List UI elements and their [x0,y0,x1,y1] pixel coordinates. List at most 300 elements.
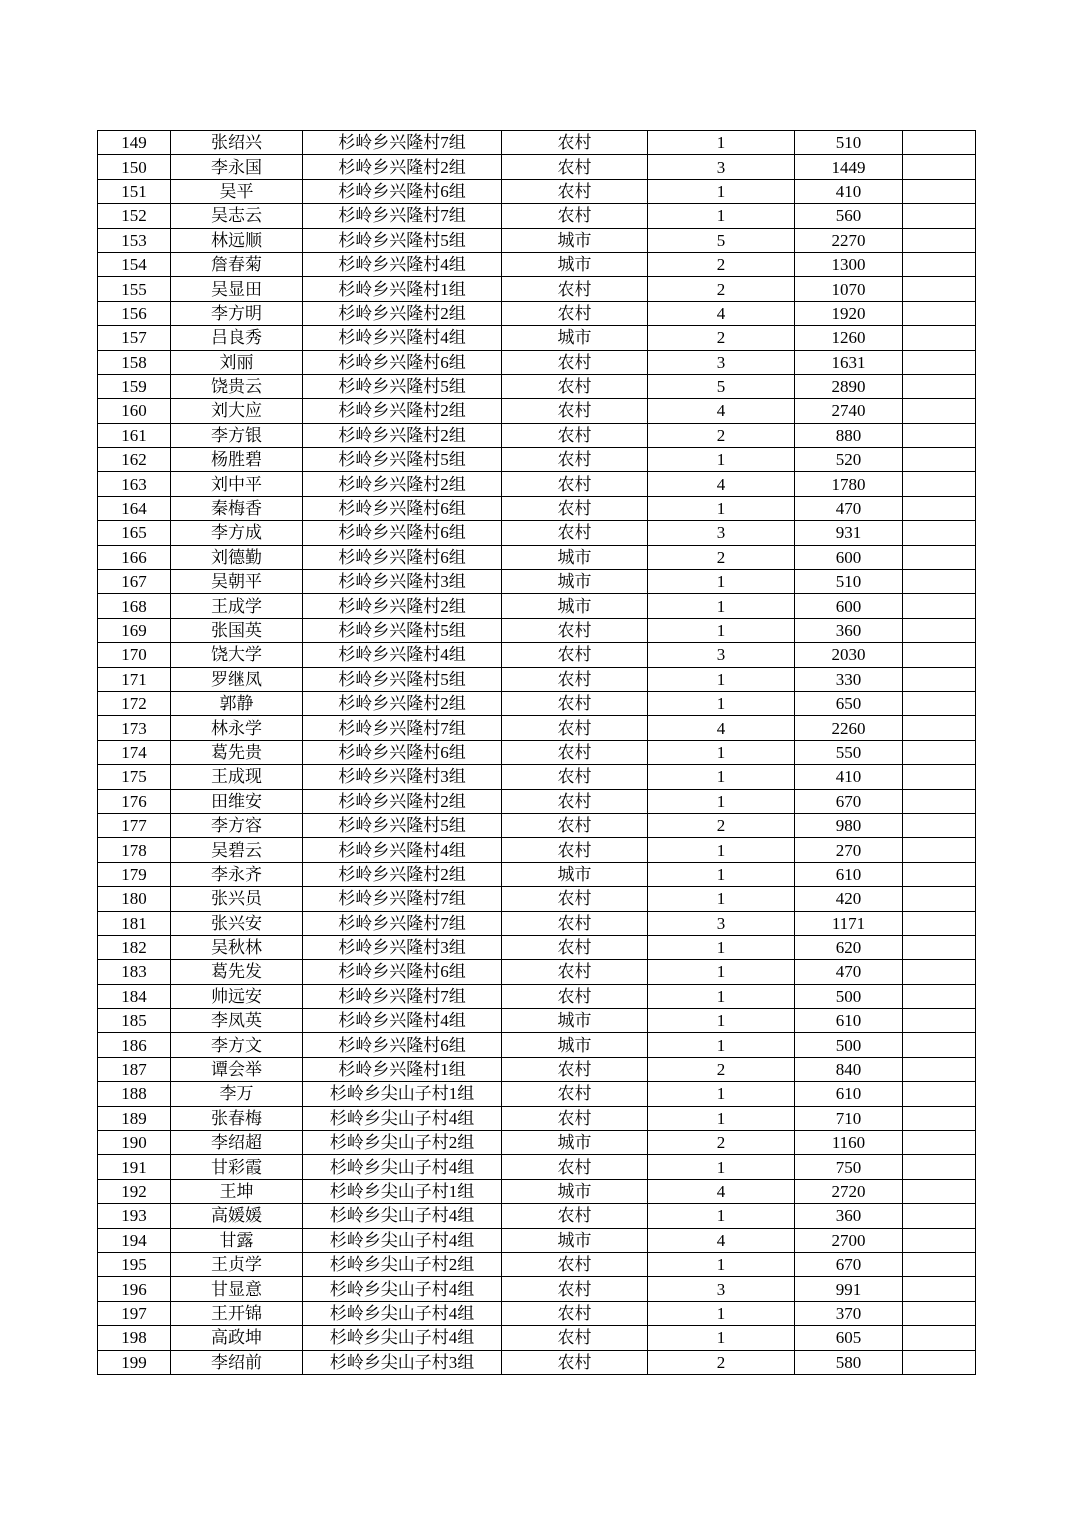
table-row [98,1057,976,1081]
household-count-cell: 1 [648,862,795,886]
household-count-cell: 1 [648,179,795,203]
name-cell: 李绍超 [171,1131,303,1155]
table-row [98,155,976,179]
address-cell: 杉岭乡兴隆村3组 [303,570,502,594]
row-number-cell: 189 [98,1106,171,1130]
area-type-cell: 农村 [502,1057,648,1081]
remark-cell [903,350,976,374]
address-cell: 杉岭乡兴隆村5组 [303,813,502,837]
household-count-cell: 5 [648,228,795,252]
remark-cell [903,1350,976,1374]
table-row [98,789,976,813]
area-type-cell: 农村 [502,813,648,837]
remark-cell [903,1277,976,1301]
row-number-cell: 187 [98,1057,171,1081]
name-cell: 张绍兴 [171,131,303,155]
amount-cell: 610 [795,1082,903,1106]
remark-cell [903,228,976,252]
household-count-cell: 1 [648,1082,795,1106]
address-cell: 杉岭乡兴隆村5组 [303,374,502,398]
row-number-cell: 168 [98,594,171,618]
amount-cell: 980 [795,813,903,837]
remark-cell [903,838,976,862]
amount-cell: 605 [795,1326,903,1350]
amount-cell: 650 [795,691,903,715]
remark-cell [903,960,976,984]
amount-cell: 710 [795,1106,903,1130]
name-cell: 刘德勤 [171,545,303,569]
table-row [98,521,976,545]
address-cell: 杉岭乡兴隆村2组 [303,301,502,325]
remark-cell [903,643,976,667]
table-row [98,1301,976,1325]
row-number-cell: 182 [98,935,171,959]
address-cell: 杉岭乡尖山子村4组 [303,1155,502,1179]
row-number-cell: 195 [98,1252,171,1276]
remark-cell [903,399,976,423]
amount-cell: 520 [795,448,903,472]
area-type-cell: 农村 [502,179,648,203]
remark-cell [903,448,976,472]
amount-cell: 1070 [795,277,903,301]
amount-cell: 1449 [795,155,903,179]
table-row [98,350,976,374]
row-number-cell: 190 [98,1131,171,1155]
table-row [98,496,976,520]
amount-cell: 330 [795,667,903,691]
remark-cell [903,570,976,594]
household-count-cell: 4 [648,472,795,496]
row-number-cell: 159 [98,374,171,398]
household-count-cell: 1 [648,1106,795,1130]
row-number-cell: 192 [98,1179,171,1203]
name-cell: 田维安 [171,789,303,813]
household-count-cell: 1 [648,1252,795,1276]
remark-cell [903,252,976,276]
household-count-cell: 4 [648,399,795,423]
table-row [98,1326,976,1350]
household-count-cell: 4 [648,1179,795,1203]
name-cell: 李方银 [171,423,303,447]
amount-cell: 510 [795,570,903,594]
amount-cell: 470 [795,496,903,520]
area-type-cell: 城市 [502,594,648,618]
address-cell: 杉岭乡兴隆村7组 [303,911,502,935]
table-row [98,1277,976,1301]
table-row [98,399,976,423]
table-row [98,448,976,472]
remark-cell [903,131,976,155]
address-cell: 杉岭乡兴隆村4组 [303,643,502,667]
name-cell: 刘中平 [171,472,303,496]
row-number-cell: 193 [98,1204,171,1228]
household-count-cell: 3 [648,1277,795,1301]
address-cell: 杉岭乡尖山子村4组 [303,1326,502,1350]
address-cell: 杉岭乡尖山子村3组 [303,1350,502,1374]
area-type-cell: 农村 [502,911,648,935]
household-count-cell: 1 [648,1155,795,1179]
amount-cell: 2720 [795,1179,903,1203]
table-row [98,911,976,935]
area-type-cell: 农村 [502,789,648,813]
table-row [98,472,976,496]
remark-cell [903,1179,976,1203]
table-row [98,960,976,984]
area-type-cell: 农村 [502,131,648,155]
amount-cell: 600 [795,545,903,569]
area-type-cell: 农村 [502,472,648,496]
amount-cell: 2740 [795,399,903,423]
address-cell: 杉岭乡兴隆村5组 [303,448,502,472]
area-type-cell: 农村 [502,496,648,520]
household-count-cell: 1 [648,935,795,959]
row-number-cell: 154 [98,252,171,276]
name-cell: 饶大学 [171,643,303,667]
remark-cell [903,691,976,715]
remark-cell [903,618,976,642]
household-count-cell: 2 [648,277,795,301]
amount-cell: 2260 [795,716,903,740]
household-count-cell: 2 [648,1131,795,1155]
remark-cell [903,1204,976,1228]
household-count-cell: 4 [648,716,795,740]
area-type-cell: 农村 [502,1106,648,1130]
address-cell: 杉岭乡兴隆村7组 [303,984,502,1008]
address-cell: 杉岭乡兴隆村7组 [303,131,502,155]
table-row [98,691,976,715]
name-cell: 李凤英 [171,1009,303,1033]
household-count-cell: 1 [648,984,795,1008]
remark-cell [903,887,976,911]
table-row [98,1228,976,1252]
address-cell: 杉岭乡兴隆村5组 [303,618,502,642]
remark-cell [903,911,976,935]
area-type-cell: 农村 [502,399,648,423]
household-count-cell: 5 [648,374,795,398]
name-cell: 吴朝平 [171,570,303,594]
row-number-cell: 155 [98,277,171,301]
household-count-cell: 1 [648,691,795,715]
name-cell: 李方文 [171,1033,303,1057]
table-row [98,1252,976,1276]
household-count-cell: 3 [648,643,795,667]
name-cell: 刘丽 [171,350,303,374]
row-number-cell: 149 [98,131,171,155]
area-type-cell: 城市 [502,1009,648,1033]
row-number-cell: 176 [98,789,171,813]
name-cell: 王贞学 [171,1252,303,1276]
area-type-cell: 农村 [502,935,648,959]
household-count-cell: 1 [648,960,795,984]
amount-cell: 410 [795,179,903,203]
amount-cell: 620 [795,935,903,959]
remark-cell [903,1228,976,1252]
row-number-cell: 177 [98,813,171,837]
amount-cell: 470 [795,960,903,984]
amount-cell: 610 [795,1009,903,1033]
name-cell: 罗继凤 [171,667,303,691]
row-number-cell: 184 [98,984,171,1008]
address-cell: 杉岭乡兴隆村3组 [303,935,502,959]
area-type-cell: 农村 [502,448,648,472]
address-cell: 杉岭乡兴隆村1组 [303,277,502,301]
remark-cell [903,423,976,447]
area-type-cell: 农村 [502,1252,648,1276]
area-type-cell: 城市 [502,228,648,252]
address-cell: 杉岭乡兴隆村7组 [303,716,502,740]
row-number-cell: 199 [98,1350,171,1374]
address-cell: 杉岭乡兴隆村6组 [303,960,502,984]
address-cell: 杉岭乡兴隆村2组 [303,594,502,618]
address-cell: 杉岭乡兴隆村6组 [303,521,502,545]
remark-cell [903,1326,976,1350]
row-number-cell: 173 [98,716,171,740]
amount-cell: 500 [795,1033,903,1057]
row-number-cell: 194 [98,1228,171,1252]
amount-cell: 1171 [795,911,903,935]
address-cell: 杉岭乡兴隆村6组 [303,545,502,569]
area-type-cell: 农村 [502,1155,648,1179]
amount-cell: 550 [795,740,903,764]
remark-cell [903,935,976,959]
row-number-cell: 150 [98,155,171,179]
table-row [98,667,976,691]
household-count-cell: 1 [648,838,795,862]
address-cell: 杉岭乡兴隆村3组 [303,765,502,789]
address-cell: 杉岭乡尖山子村2组 [303,1252,502,1276]
name-cell: 王成学 [171,594,303,618]
table-row [98,374,976,398]
row-number-cell: 157 [98,326,171,350]
row-number-cell: 198 [98,1326,171,1350]
amount-cell: 2270 [795,228,903,252]
area-type-cell: 农村 [502,667,648,691]
remark-cell [903,813,976,837]
address-cell: 杉岭乡尖山子村4组 [303,1301,502,1325]
area-type-cell: 农村 [502,423,648,447]
name-cell: 葛先贵 [171,740,303,764]
address-cell: 杉岭乡兴隆村6组 [303,350,502,374]
table-row [98,765,976,789]
row-number-cell: 169 [98,618,171,642]
area-type-cell: 农村 [502,960,648,984]
household-count-cell: 3 [648,155,795,179]
name-cell: 吴显田 [171,277,303,301]
table-row [98,716,976,740]
table-row [98,423,976,447]
remark-cell [903,765,976,789]
amount-cell: 2030 [795,643,903,667]
address-cell: 杉岭乡尖山子村4组 [303,1228,502,1252]
row-number-cell: 178 [98,838,171,862]
amount-cell: 840 [795,1057,903,1081]
amount-cell: 1780 [795,472,903,496]
name-cell: 李方成 [171,521,303,545]
amount-cell: 880 [795,423,903,447]
table-row [98,935,976,959]
row-number-cell: 179 [98,862,171,886]
address-cell: 杉岭乡尖山子村4组 [303,1277,502,1301]
household-count-cell: 1 [648,1009,795,1033]
address-cell: 杉岭乡兴隆村2组 [303,399,502,423]
amount-cell: 2890 [795,374,903,398]
household-count-cell: 4 [648,301,795,325]
name-cell: 林远顺 [171,228,303,252]
address-cell: 杉岭乡尖山子村1组 [303,1179,502,1203]
name-cell: 李方明 [171,301,303,325]
row-number-cell: 160 [98,399,171,423]
amount-cell: 510 [795,131,903,155]
area-type-cell: 农村 [502,374,648,398]
table-row [98,1106,976,1130]
row-number-cell: 158 [98,350,171,374]
household-count-cell: 1 [648,1326,795,1350]
household-count-cell: 1 [648,448,795,472]
amount-cell: 580 [795,1350,903,1374]
remark-cell [903,521,976,545]
name-cell: 李绍前 [171,1350,303,1374]
row-number-cell: 186 [98,1033,171,1057]
area-type-cell: 城市 [502,1228,648,1252]
amount-cell: 670 [795,789,903,813]
household-count-cell: 2 [648,423,795,447]
household-count-cell: 2 [648,545,795,569]
row-number-cell: 197 [98,1301,171,1325]
name-cell: 王成现 [171,765,303,789]
name-cell: 甘彩霞 [171,1155,303,1179]
name-cell: 王坤 [171,1179,303,1203]
table-row [98,594,976,618]
area-type-cell: 城市 [502,862,648,886]
area-type-cell: 农村 [502,643,648,667]
address-cell: 杉岭乡尖山子村1组 [303,1082,502,1106]
table-row [98,643,976,667]
row-number-cell: 172 [98,691,171,715]
remark-cell [903,326,976,350]
row-number-cell: 153 [98,228,171,252]
amount-cell: 750 [795,1155,903,1179]
address-cell: 杉岭乡兴隆村4组 [303,1009,502,1033]
row-number-cell: 185 [98,1009,171,1033]
name-cell: 王开锦 [171,1301,303,1325]
name-cell: 杨胜碧 [171,448,303,472]
remark-cell [903,1106,976,1130]
name-cell: 李方容 [171,813,303,837]
area-type-cell: 农村 [502,618,648,642]
household-count-cell: 4 [648,1228,795,1252]
household-count-cell: 2 [648,1057,795,1081]
row-number-cell: 181 [98,911,171,935]
row-number-cell: 156 [98,301,171,325]
table-row [98,204,976,228]
table-row [98,1009,976,1033]
row-number-cell: 161 [98,423,171,447]
address-cell: 杉岭乡兴隆村2组 [303,789,502,813]
name-cell: 刘大应 [171,399,303,423]
name-cell: 吴碧云 [171,838,303,862]
remark-cell [903,277,976,301]
amount-cell: 410 [795,765,903,789]
table-row [98,618,976,642]
table-row [98,277,976,301]
table-row [98,252,976,276]
area-type-cell: 农村 [502,155,648,179]
amount-cell: 670 [795,1252,903,1276]
address-cell: 杉岭乡兴隆村2组 [303,155,502,179]
row-number-cell: 180 [98,887,171,911]
address-cell: 杉岭乡兴隆村6组 [303,179,502,203]
row-number-cell: 188 [98,1082,171,1106]
address-cell: 杉岭乡尖山子村2组 [303,1131,502,1155]
address-cell: 杉岭乡兴隆村7组 [303,887,502,911]
name-cell: 吕良秀 [171,326,303,350]
remark-cell [903,1009,976,1033]
name-cell: 高政坤 [171,1326,303,1350]
area-type-cell: 城市 [502,326,648,350]
address-cell: 杉岭乡兴隆村6组 [303,496,502,520]
household-count-cell: 1 [648,1204,795,1228]
name-cell: 郭静 [171,691,303,715]
area-type-cell: 农村 [502,1204,648,1228]
name-cell: 吴秋林 [171,935,303,959]
household-count-cell: 1 [648,667,795,691]
remark-cell [903,545,976,569]
name-cell: 李永齐 [171,862,303,886]
name-cell: 甘露 [171,1228,303,1252]
household-count-cell: 1 [648,887,795,911]
name-cell: 帅远安 [171,984,303,1008]
amount-cell: 1920 [795,301,903,325]
household-count-cell: 1 [648,740,795,764]
remark-cell [903,667,976,691]
table-row [98,1155,976,1179]
remark-cell [903,496,976,520]
amount-cell: 420 [795,887,903,911]
row-number-cell: 174 [98,740,171,764]
address-cell: 杉岭乡兴隆村5组 [303,667,502,691]
area-type-cell: 城市 [502,1033,648,1057]
amount-cell: 600 [795,594,903,618]
table-row [98,1179,976,1203]
area-type-cell: 农村 [502,301,648,325]
remark-cell [903,789,976,813]
amount-cell: 1260 [795,326,903,350]
name-cell: 张春梅 [171,1106,303,1130]
area-type-cell: 城市 [502,570,648,594]
area-type-cell: 农村 [502,204,648,228]
table-row [98,862,976,886]
area-type-cell: 农村 [502,765,648,789]
area-type-cell: 农村 [502,1350,648,1374]
area-type-cell: 农村 [502,716,648,740]
row-number-cell: 152 [98,204,171,228]
household-count-cell: 1 [648,789,795,813]
row-number-cell: 175 [98,765,171,789]
table-row [98,1204,976,1228]
household-count-cell: 3 [648,911,795,935]
remark-cell [903,1252,976,1276]
name-cell: 谭会举 [171,1057,303,1081]
address-cell: 杉岭乡兴隆村2组 [303,472,502,496]
remark-cell [903,594,976,618]
name-cell: 秦梅香 [171,496,303,520]
table-row [98,1082,976,1106]
amount-cell: 560 [795,204,903,228]
name-cell: 葛先发 [171,960,303,984]
row-number-cell: 167 [98,570,171,594]
name-cell: 李永国 [171,155,303,179]
household-count-cell: 1 [648,570,795,594]
